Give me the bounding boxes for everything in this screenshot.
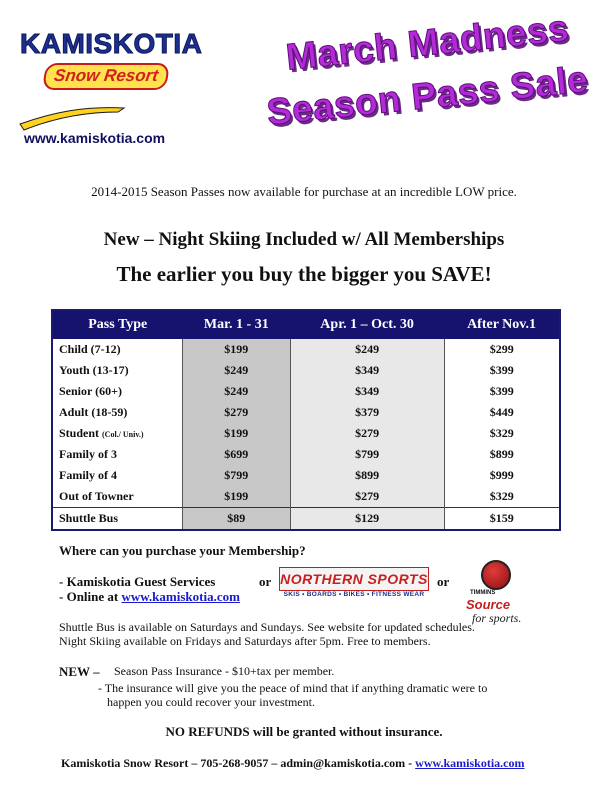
price-after-nov: $899 [444, 444, 560, 465]
footer-link[interactable]: www.kamiskotia.com [415, 756, 525, 770]
source-name: Source [466, 597, 511, 612]
pricing-header-row [52, 310, 560, 339]
headline-line-1: March Madness [284, 7, 571, 78]
logo-name: KAMISKOTIA [20, 28, 203, 59]
logo-subtitle: Snow Resort [42, 63, 170, 90]
footer-contact [61, 756, 525, 771]
shuttle-price-mar: $89 [183, 508, 291, 531]
source-sports: for sports. [472, 611, 522, 625]
tagline-night-skiing: New – Night Skiing Included w/ All Memberships [103, 229, 505, 250]
or-separator-1: or [259, 574, 272, 589]
insurance-line-1: - The insurance will give you the peace of mind that if anything dramatic were to [98, 681, 488, 695]
northern-sports-name: NORTHERN SPORTS [279, 567, 429, 591]
table-row [52, 402, 560, 423]
insurance-title: Season Pass Insurance - $10+tax per member. [114, 664, 335, 678]
price-apr-oct: $379 [290, 402, 444, 423]
header-mar: Mar. 1 - 31 [183, 310, 291, 339]
table-row [52, 360, 560, 381]
table-row [52, 339, 560, 360]
table-row [52, 423, 560, 444]
shuttle-row [52, 508, 560, 531]
headline-line-2: Season Pass Sale [264, 58, 591, 133]
source-ball-icon [481, 560, 511, 590]
shuttle-label: Shuttle Bus [52, 508, 183, 531]
northern-sports-tagline: SKIS • BOARDS • BIKES • FITNESS WEAR [283, 591, 425, 598]
price-mar: $199 [183, 339, 291, 360]
kamiskotia-logo [14, 22, 254, 157]
purchase-option-guest-services: - Kamiskotia Guest Services [59, 574, 216, 589]
pass-type-label-student [52, 423, 183, 444]
shuttle-note: Shuttle Bus is available on Saturdays and Sundays. See website for updated schedules. [59, 620, 475, 634]
shuttle-price-apr-oct: $129 [290, 508, 444, 531]
online-link[interactable]: www.kamiskotia.com [121, 589, 240, 604]
price-apr-oct: $279 [290, 486, 444, 508]
night-skiing-note: Night Skiing available on Fridays and Saturdays after 5pm. Free to members. [59, 634, 431, 648]
table-row [52, 486, 560, 508]
northern-sports-logo [279, 567, 429, 603]
pass-type-label: Child (7-12) [59, 342, 121, 356]
price-apr-oct: $349 [290, 381, 444, 402]
pass-type-label: Family of 3 [59, 447, 117, 461]
price-mar: $279 [183, 402, 291, 423]
price-apr-oct: $349 [290, 360, 444, 381]
price-mar: $249 [183, 381, 291, 402]
price-apr-oct: $899 [290, 465, 444, 486]
price-mar: $799 [183, 465, 291, 486]
pass-type-label: Youth (13-17) [59, 363, 129, 377]
price-mar: $249 [183, 360, 291, 381]
source-city: TIMMINS [470, 590, 496, 596]
insurance-line-2: happen you could recover your investment. [107, 695, 315, 709]
price-mar: $699 [183, 444, 291, 465]
price-after-nov: $299 [444, 339, 560, 360]
price-after-nov: $399 [444, 360, 560, 381]
price-after-nov: $449 [444, 402, 560, 423]
price-after-nov: $329 [444, 486, 560, 508]
purchase-option-online [59, 589, 240, 605]
price-apr-oct: $799 [290, 444, 444, 465]
pass-type-label: Adult (18-59) [59, 405, 128, 419]
footer-text: Kamiskotia Snow Resort – 705-268-9057 – admin@kamiskotia.com - [61, 756, 416, 770]
logo-url: www.kamiskotia.com [24, 130, 166, 146]
pass-type-label: Senior (60+) [59, 384, 122, 398]
insurance-new-label: NEW – [59, 664, 100, 679]
student-label: Student [59, 426, 100, 440]
table-row [52, 465, 560, 486]
header-pass-type: Pass Type [52, 310, 183, 339]
pass-type-label: Family of 4 [59, 468, 117, 482]
table-row [52, 381, 560, 402]
table-row [52, 444, 560, 465]
purchase-question: Where can you purchase your Membership? [59, 543, 306, 558]
price-apr-oct: $249 [290, 339, 444, 360]
header-after-nov: After Nov.1 [444, 310, 560, 339]
no-refunds-notice: NO REFUNDS will be granted without insurance. [165, 724, 443, 739]
student-note: (Col./ Univ.) [102, 430, 144, 439]
shuttle-price-after-nov: $159 [444, 508, 560, 531]
pricing-table [51, 309, 561, 531]
price-after-nov: $329 [444, 423, 560, 444]
price-after-nov: $999 [444, 465, 560, 486]
price-after-nov: $399 [444, 381, 560, 402]
price-mar: $199 [183, 486, 291, 508]
header-apr-oct: Apr. 1 – Oct. 30 [290, 310, 444, 339]
online-prefix: - Online at [59, 589, 122, 604]
intro-text: 2014-2015 Season Passes now available for purchase at an incredible LOW price. [91, 184, 517, 199]
or-separator-2: or [437, 574, 450, 589]
tagline-save: The earlier you buy the bigger you SAVE! [116, 262, 492, 286]
price-mar: $199 [183, 423, 291, 444]
price-apr-oct: $279 [290, 423, 444, 444]
pass-type-label: Out of Towner [59, 489, 134, 503]
